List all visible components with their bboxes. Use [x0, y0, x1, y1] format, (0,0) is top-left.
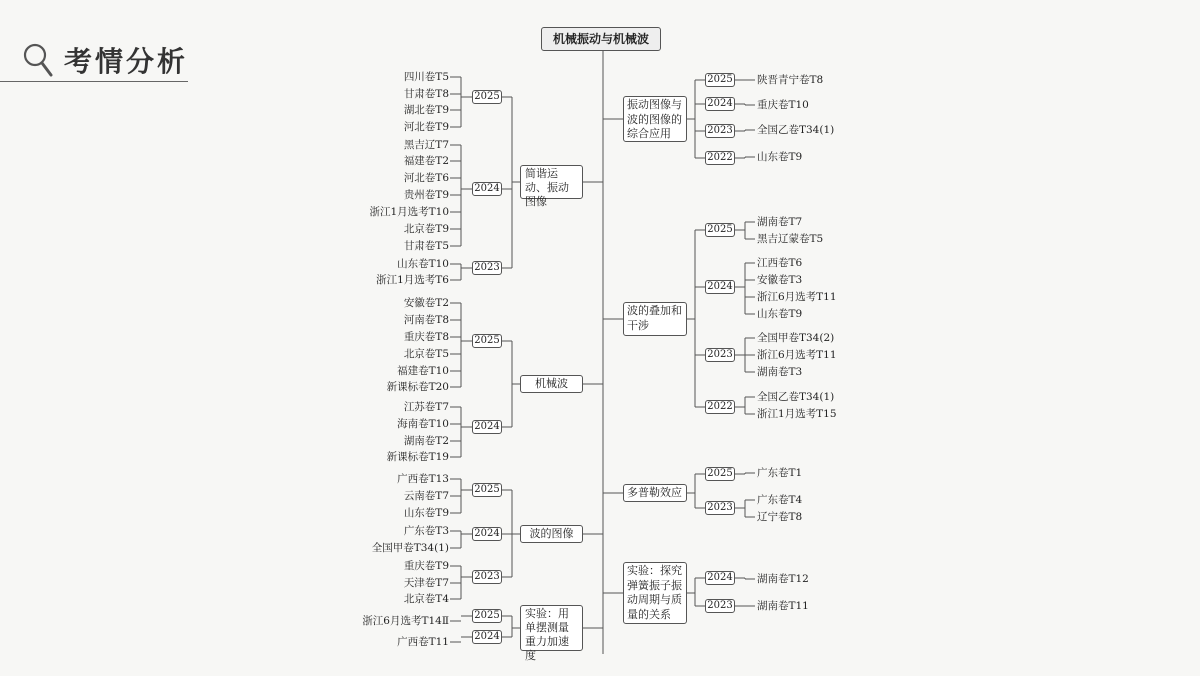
exam-item: 浙江6月选考T11 [757, 291, 837, 303]
exam-item: 海南卷T10 [397, 418, 449, 430]
year-badge: 2022 [705, 151, 735, 165]
exam-item: 广西卷T11 [397, 636, 449, 648]
exam-item: 全国乙卷T34(1) [757, 391, 835, 403]
exam-item: 浙江1月选考T10 [369, 206, 449, 218]
exam-item: 黑吉辽T7 [403, 139, 449, 151]
exam-item: 湖南卷T12 [757, 573, 809, 585]
exam-item: 新课标卷T20 [386, 381, 449, 393]
topic-right-1: 波的叠加和干涉 [623, 302, 687, 336]
root-topic: 机械振动与机械波 [541, 27, 661, 51]
exam-item: 山东卷T9 [757, 151, 803, 163]
exam-item: 全国甲卷T34(2) [757, 332, 835, 344]
topic-left-2: 波的图像 [520, 525, 583, 543]
exam-item: 北京卷T5 [403, 348, 449, 360]
exam-item: 山东卷T9 [403, 507, 449, 519]
year-badge: 2023 [472, 570, 502, 584]
exam-item: 广东卷T1 [757, 467, 803, 479]
year-badge: 2024 [705, 571, 735, 585]
exam-item: 湖北卷T9 [403, 104, 449, 116]
topic-right-0: 振动图像与波的图像的综合应用 [623, 96, 687, 142]
year-badge: 2025 [472, 609, 502, 623]
exam-item: 云南卷T7 [403, 490, 449, 502]
year-badge: 2024 [472, 527, 502, 541]
exam-item: 浙江6月选考T14Ⅱ [362, 615, 449, 627]
exam-item: 安徽卷T2 [403, 297, 449, 309]
year-badge: 2025 [705, 467, 735, 481]
year-badge: 2022 [705, 400, 735, 414]
exam-item: 山东卷T9 [757, 308, 803, 320]
exam-item: 湖南卷T3 [757, 366, 803, 378]
topic-left-1: 机械波 [520, 375, 583, 393]
exam-item: 辽宁卷T8 [757, 511, 803, 523]
exam-item: 浙江1月选考T15 [757, 408, 837, 420]
exam-item: 广东卷T3 [403, 525, 449, 537]
exam-item: 全国甲卷T34(1) [371, 542, 449, 554]
exam-item: 黑吉辽蒙卷T5 [757, 233, 824, 245]
exam-item: 湖南卷T7 [757, 216, 803, 228]
year-badge: 2023 [472, 261, 502, 275]
exam-item: 四川卷T5 [403, 71, 449, 83]
year-badge: 2025 [472, 90, 502, 104]
year-badge: 2024 [472, 182, 502, 196]
exam-item: 湖南卷T2 [403, 435, 449, 447]
year-badge: 2023 [705, 124, 735, 138]
exam-item: 陕晋青宁卷T8 [757, 74, 824, 86]
year-badge: 2024 [705, 280, 735, 294]
year-badge: 2024 [472, 630, 502, 644]
year-badge: 2023 [705, 348, 735, 362]
year-badge: 2023 [705, 501, 735, 515]
exam-item: 江苏卷T7 [403, 401, 449, 413]
exam-item: 河北卷T9 [403, 121, 449, 133]
topic-left-0: 简谐运动、振动图像 [520, 165, 583, 199]
year-badge: 2025 [705, 73, 735, 87]
topic-right-3: 实验：探究弹簧振子振动周期与质量的关系 [623, 562, 687, 624]
exam-item: 甘肃卷T5 [403, 240, 449, 252]
exam-item: 河北卷T6 [403, 172, 449, 184]
year-badge: 2025 [705, 223, 735, 237]
year-badge: 2025 [472, 334, 502, 348]
exam-item: 广东卷T4 [757, 494, 803, 506]
exam-item: 新课标卷T19 [386, 451, 449, 463]
exam-item: 广西卷T13 [397, 473, 449, 485]
exam-item: 福建卷T2 [403, 155, 449, 167]
topic-left-3: 实验：用单摆测量重力加速度 [520, 605, 583, 651]
year-badge: 2025 [472, 483, 502, 497]
exam-item: 重庆卷T9 [403, 560, 449, 572]
exam-item: 山东卷T10 [397, 258, 449, 270]
exam-item: 全国乙卷T34(1) [757, 124, 835, 136]
exam-item: 浙江1月选考T6 [376, 274, 449, 286]
exam-item: 河南卷T8 [403, 314, 449, 326]
year-badge: 2024 [705, 97, 735, 111]
exam-item: 安徽卷T3 [757, 274, 803, 286]
exam-item: 重庆卷T10 [757, 99, 809, 111]
exam-item: 福建卷T10 [397, 365, 449, 377]
exam-item: 北京卷T4 [403, 593, 449, 605]
page-title: 考情分析 [64, 45, 189, 78]
topic-right-2: 多普勒效应 [623, 484, 687, 502]
exam-item: 湖南卷T11 [757, 600, 809, 612]
exam-item: 重庆卷T8 [403, 331, 449, 343]
year-badge: 2024 [472, 420, 502, 434]
exam-item: 贵州卷T9 [403, 189, 449, 201]
exam-item: 江西卷T6 [757, 257, 803, 269]
exam-item: 北京卷T9 [403, 223, 449, 235]
year-badge: 2023 [705, 599, 735, 613]
exam-item: 甘肃卷T8 [403, 88, 449, 100]
exam-item: 浙江6月选考T11 [757, 349, 837, 361]
exam-item: 天津卷T7 [403, 577, 449, 589]
